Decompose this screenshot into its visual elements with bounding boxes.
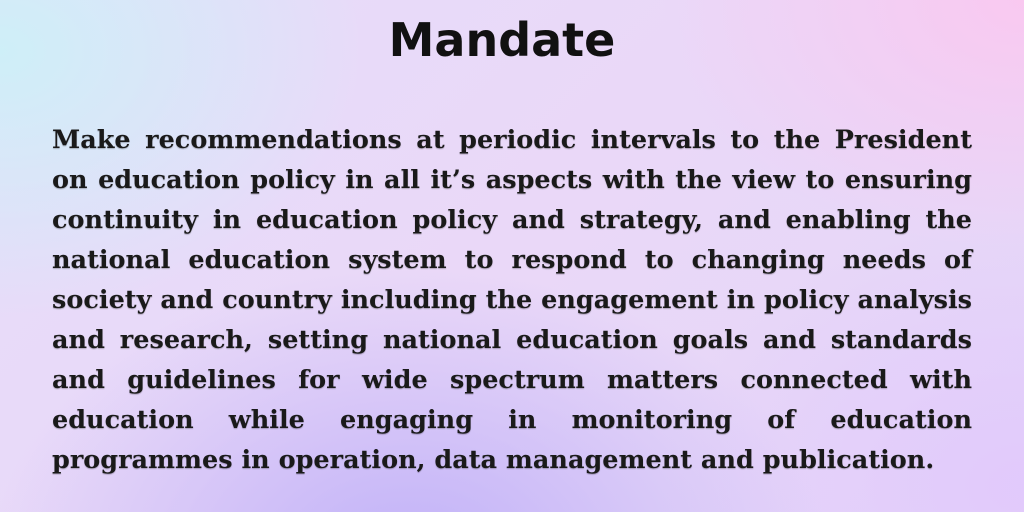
mandate-text: Make recommendations at periodic intervals to the President on education policy in all it’s aspects with the view to ensuring continuity in education policy and strategy, and enabling the national education system to respond to changing needs of society and country including the engagement in policy analysis and research, setting national education goals and standards and guidelines for wide spectrum matters connected with education while engaging in monitoring of education programmes in operation, data management and publication. (52, 125, 972, 475)
page-title: Mandate (388, 13, 616, 67)
